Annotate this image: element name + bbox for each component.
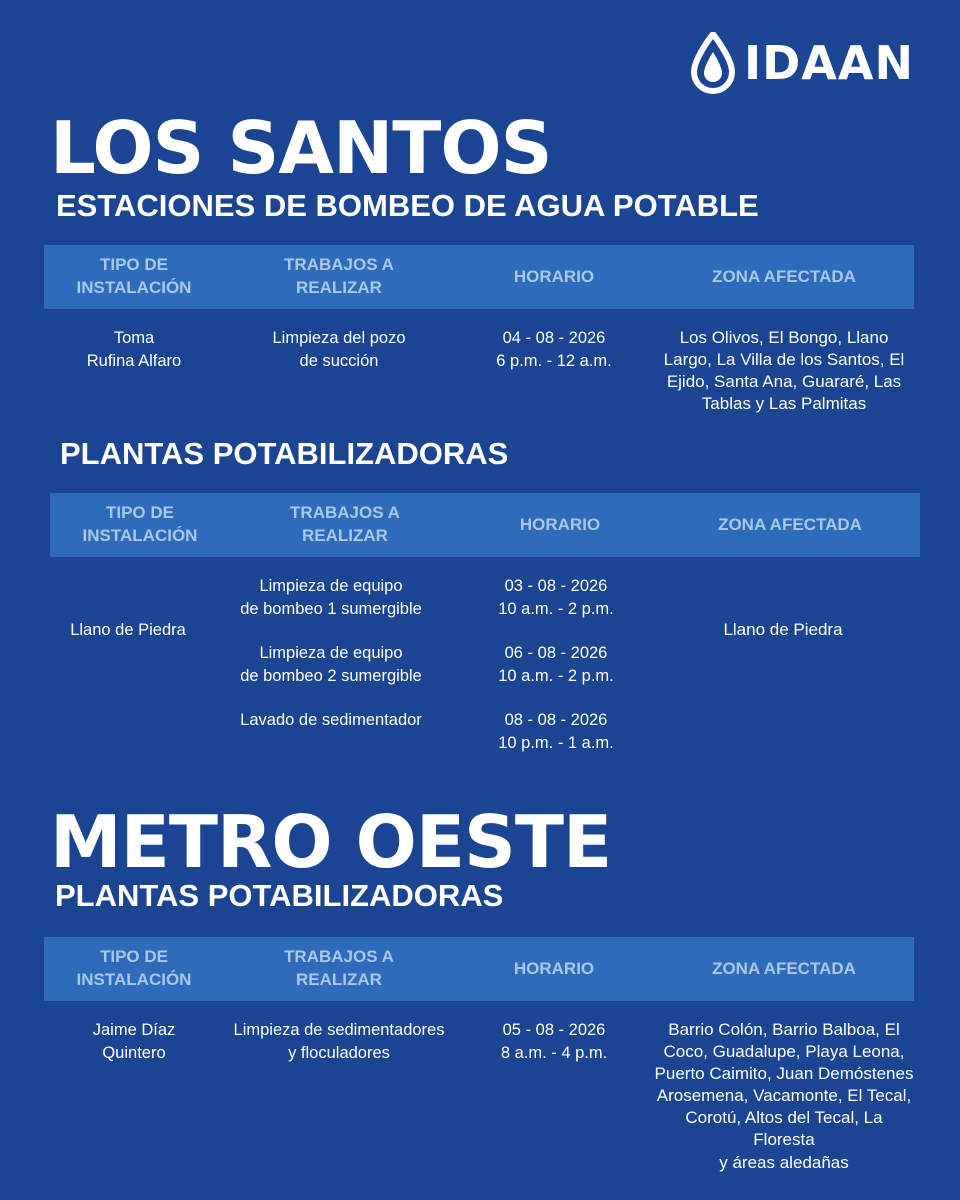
table-header — [44, 937, 914, 1001]
header-zona: ZONA AFECTADA — [712, 266, 856, 286]
subtitle-estaciones-bombeo: ESTACIONES DE BOMBEO DE AGUA POTABLE — [56, 188, 759, 223]
cell-tipo: Llano de Piedra — [70, 621, 186, 639]
header-tipo: TIPO DE INSTALACIÓN — [76, 947, 192, 989]
header-tipo: TIPO DE INSTALACIÓN — [76, 255, 192, 297]
header-zona: ZONA AFECTADA — [712, 958, 856, 978]
cell-trabajo: Limpieza de sedimentadores y floculadores — [233, 1021, 445, 1063]
cell-trabajo-3: Lavado de sedimentador — [240, 711, 422, 729]
cell-tipo: Jaime Díaz Quintero — [92, 1021, 176, 1063]
cell-zona: Barrio Colón, Barrio Balboa, El Coco, Guadalupe, Playa Leona, Puerto Caimito, Juan Demóstenes Arosemena, Vacamonte, El Tecal, Corotú, Altos del Tecal, La Floresta y áreas aledañas — [654, 1020, 914, 1172]
table-plantas-los-santos — [50, 493, 920, 776]
water-drop-icon — [688, 32, 738, 94]
table-row — [50, 557, 920, 776]
table-header — [50, 493, 920, 557]
cell-trabajo: Limpieza del pozo de succión — [272, 329, 406, 371]
header-trabajos: TRABAJOS A REALIZAR — [284, 255, 394, 297]
header-horario: HORARIO — [513, 266, 595, 286]
header-horario: HORARIO — [519, 514, 601, 534]
logo-text: IDAAN — [744, 36, 914, 90]
cell-horario-2: 06 - 08 - 2026 10 a.m. - 2 p.m. — [498, 644, 614, 686]
cell-zona: Los Olivos, El Bongo, Llano Largo, La Villa de los Santos, El Ejido, Santa Ana, Guararé, Las Tablas y Las Palmitas — [663, 328, 905, 414]
cell-horario-3: 08 - 08 - 2026 10 p.m. - 1 a.m. — [498, 711, 614, 753]
table-plantas-metro-oeste — [44, 937, 914, 1174]
cell-horario: 04 - 08 - 2026 6 p.m. - 12 a.m. — [496, 329, 612, 371]
header-horario: HORARIO — [513, 958, 595, 978]
header-tipo: TIPO DE INSTALACIÓN — [82, 503, 198, 545]
table-bombeo-los-santos — [44, 245, 914, 415]
header-zona: ZONA AFECTADA — [718, 514, 862, 534]
cell-trabajo-2: Limpieza de equipo de bombeo 2 sumergible — [240, 644, 422, 686]
region-title-metro-oeste: METRO OESTE — [50, 800, 612, 884]
cell-zona: Llano de Piedra — [723, 620, 843, 639]
subtitle-plantas-los-santos: PLANTAS POTABILIZADORAS — [60, 436, 509, 471]
cell-tipo: Toma Rufina Alfaro — [86, 329, 182, 371]
region-title-los-santos: LOS SANTOS — [50, 106, 552, 190]
header-trabajos: TRABAJOS A REALIZAR — [290, 503, 400, 545]
table-row — [44, 1001, 914, 1174]
cell-horario: 05 - 08 - 2026 8 a.m. - 4 p.m. — [500, 1021, 608, 1063]
idaan-logo — [688, 30, 918, 96]
cell-horario-1: 03 - 08 - 2026 10 a.m. - 2 p.m. — [498, 577, 614, 619]
table-row — [44, 309, 914, 415]
cell-trabajo-1: Limpieza de equipo de bombeo 1 sumergible — [240, 577, 422, 619]
subtitle-plantas-metro-oeste: PLANTAS POTABILIZADORAS — [55, 878, 504, 913]
header-trabajos: TRABAJOS A REALIZAR — [284, 947, 394, 989]
table-header — [44, 245, 914, 309]
